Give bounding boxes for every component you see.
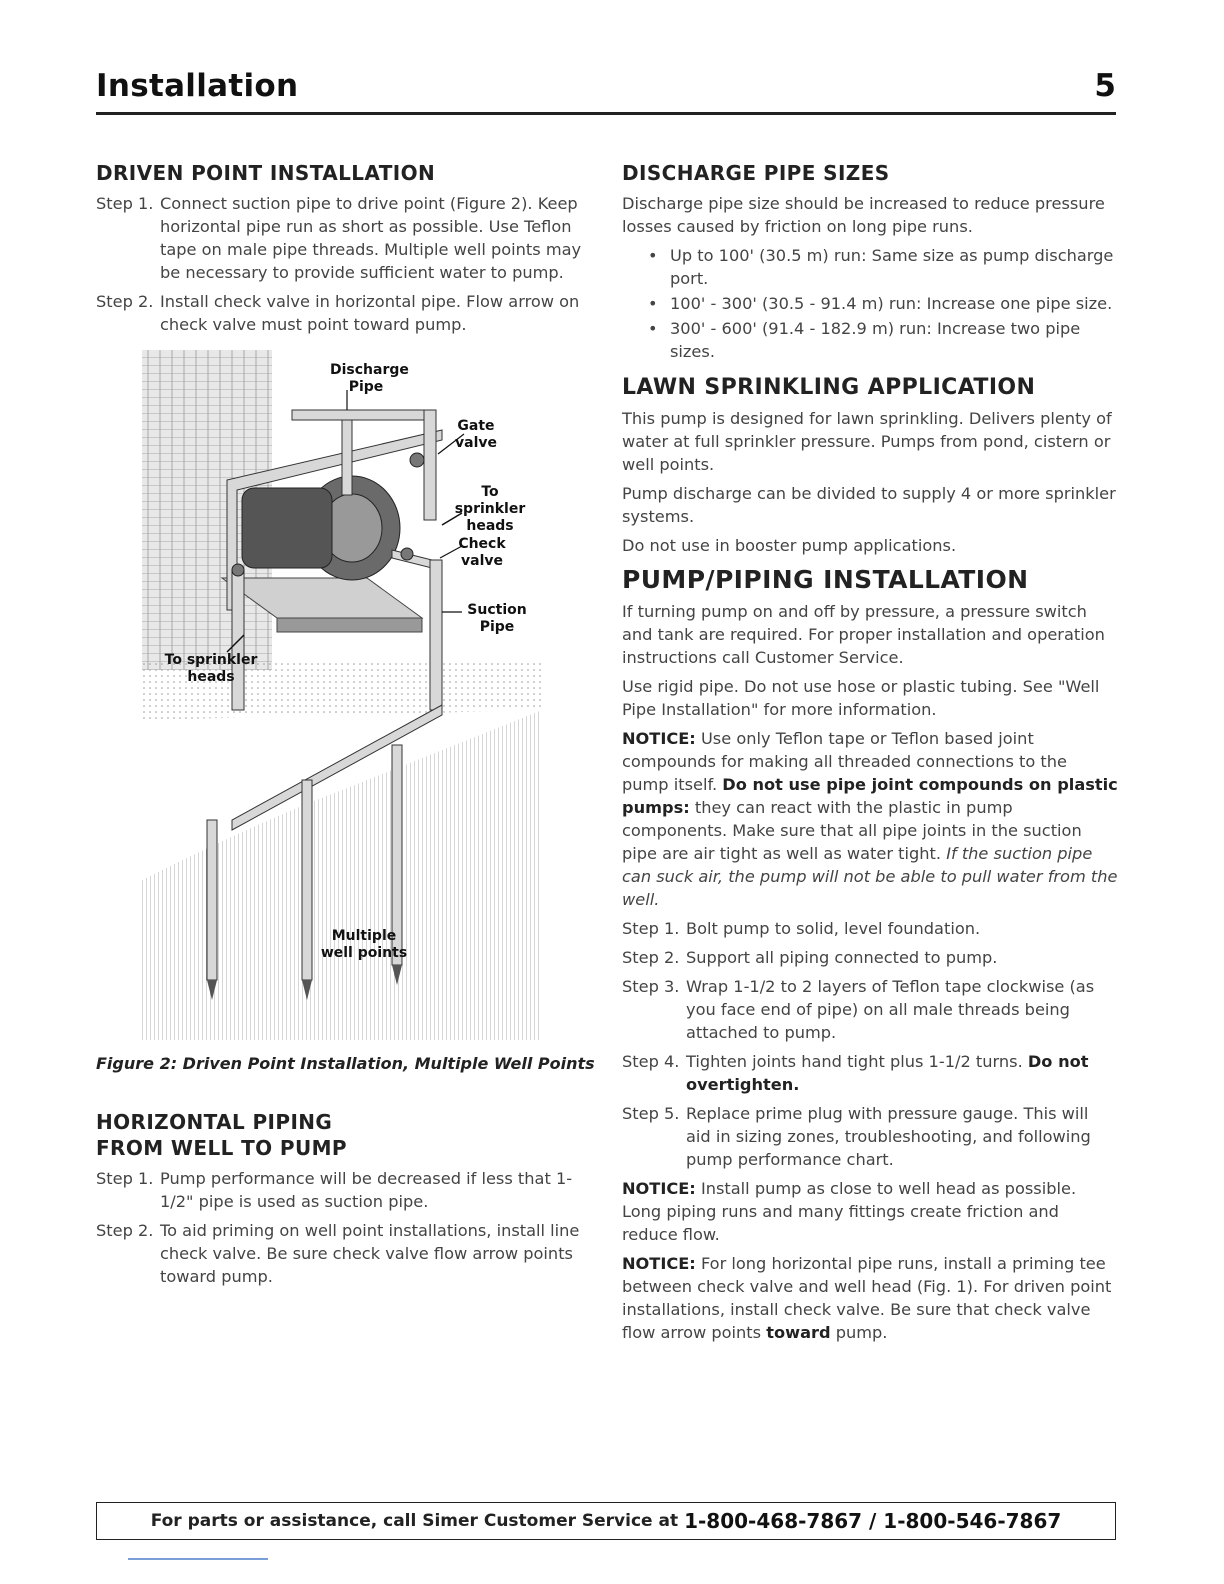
list-item-text: 300' - 600' (91.4 - 182.9 m) run: Increase two pipe sizes.: [670, 319, 1081, 361]
step-item: [622, 946, 1118, 969]
label-check-valve: Check valve: [458, 536, 506, 569]
discharge-sizes-intro: Discharge pipe size should be increased to reduce pressure losses caused by friction on long pipe runs.: [622, 194, 1105, 236]
notice-italic: If the suction pipe can suck air, the pump will not be able to pull water from the well.: [622, 844, 1118, 909]
list-item: • Up to 100' (30.5 m) run: Same size as pump discharge port.: [648, 246, 1114, 288]
bottom-decorative-line: [128, 1558, 268, 1560]
header-rule: [96, 112, 1116, 115]
paragraph: Pump discharge can be divided to supply 4 or more sprinkler systems.: [622, 484, 1116, 526]
notice-label: NOTICE:: [622, 1179, 696, 1198]
notice-text: For long horizontal pipe runs, install a priming tee between check valve and well head (Fig. 1). For driven point installations, install check valve. Be sure that check valve flow arrow points: [622, 1254, 1112, 1342]
label-discharge-pipe: Discharge Pipe: [330, 362, 409, 395]
step-item: [622, 1050, 1118, 1096]
list-item: • 300' - 600' (91.4 - 182.9 m) run: Increase two pipe sizes.: [648, 319, 1081, 361]
step-item: [622, 975, 1118, 1044]
list-item: • 100' - 300' (30.5 - 91.4 m) run: Increase one pipe size.: [648, 294, 1113, 313]
step-text: Wrap 1-1/2 to 2 layers of Teflon tape clockwise (as you face end of pipe) on all male threads being attached to pump.: [686, 977, 1095, 1042]
footer-text: For parts or assistance, call Simer Customer Service at: [150, 1511, 679, 1531]
left-column: [96, 160, 596, 1294]
well-point-pipe: [302, 780, 312, 980]
step-text-bold: Do not overtighten.: [686, 1052, 1089, 1094]
suction-pipe: [430, 560, 442, 710]
step-text: To aid priming on well point installations, install line check valve. Be sure check valve flow arrow points toward pump.: [160, 1221, 580, 1286]
step-item: [96, 290, 596, 336]
driven-point-heading: DRIVEN POINT INSTALLATION: [96, 161, 436, 185]
well-point-pipe: [207, 820, 217, 980]
paragraph: Use rigid pipe. Do not use hose or plastic tubing. See "Well Pipe Installation" for more information.: [622, 677, 1100, 719]
step-number: Step 2.: [96, 292, 154, 311]
step-item: [622, 1102, 1118, 1171]
notice-paragraph: [622, 727, 1118, 911]
notice-bold: toward: [766, 1323, 831, 1342]
step-text: [686, 1050, 1118, 1096]
right-column: [622, 160, 1118, 1350]
label-to-sprinkler-left: To sprinkler heads: [164, 652, 258, 685]
label-multiple-well-points: Multiple well points: [320, 928, 408, 961]
check-valve-icon: [401, 548, 413, 560]
notice-text: they can react with the plastic in pump components. Make sure that all pipe joints in the suction pipe are air tight as well as water tight.: [622, 798, 1082, 863]
list-item-text: 100' - 300' (30.5 - 91.4 m) run: Increase one pipe size.: [670, 294, 1113, 313]
notice-text: Install pump as close to well head as possible. Long piping runs and many fittings create friction and reduce flow.: [622, 1179, 1077, 1244]
footer-contact-box: [96, 1502, 1116, 1540]
page-title: Installation: [96, 68, 299, 104]
step-number: Step 1.: [96, 1169, 154, 1188]
gate-valve-icon: [410, 453, 424, 467]
step-item: [96, 1167, 596, 1213]
step-text: Pump performance will be decreased if less that 1-1/2" pipe is used as suction pipe.: [160, 1169, 573, 1211]
step-text: Connect suction pipe to drive point (Figure 2). Keep horizontal pipe run as short as possible. Use Teflon tape on male pipe threads. Multiple well points may be necessary to provide sufficient water to pump.: [160, 194, 582, 282]
paragraph: Do not use in booster pump applications.: [622, 536, 957, 555]
discharge-top-pipe: [292, 410, 432, 420]
step-text: Bolt pump to solid, level foundation.: [686, 919, 981, 938]
step-text: Support all piping connected to pump.: [686, 948, 998, 967]
step-item: [96, 192, 596, 284]
page-number: 5: [1094, 68, 1116, 104]
discharge-riser: [342, 410, 352, 495]
list-item-text: Up to 100' (30.5 m) run: Same size as pump discharge port.: [670, 246, 1114, 288]
step-number: Step 4.: [622, 1052, 680, 1071]
slab-edge: [277, 618, 422, 632]
notice-label: NOTICE:: [622, 1254, 696, 1273]
notice-label: NOTICE:: [622, 729, 696, 748]
label-gate-valve: Gate valve: [455, 418, 497, 451]
step-number: Step 2.: [96, 1221, 154, 1240]
notice-paragraph: [622, 1177, 1118, 1246]
discharge-sizes-heading: DISCHARGE PIPE SIZES: [622, 161, 890, 185]
step-number: Step 5.: [622, 1104, 680, 1123]
step-text-plain: Tighten joints hand tight plus 1-1/2 turns.: [686, 1052, 1023, 1071]
paragraph: If turning pump on and off by pressure, a pressure switch and tank are required. For proper installation and operation instructions call Customer Service.: [622, 602, 1105, 667]
horizontal-piping-heading: [96, 1109, 596, 1161]
notice-text: Use only Teflon tape or Teflon based joint compounds for making all threaded connections to the pump itself.: [622, 729, 1067, 794]
pump-motor: [242, 488, 332, 568]
gate-valve-pipe: [424, 410, 436, 520]
step-text: Replace prime plug with pressure gauge. This will aid in sizing zones, troubleshooting, and following pump performance chart.: [686, 1104, 1091, 1169]
notice-paragraph: [622, 1252, 1118, 1344]
paragraph: This pump is designed for lawn sprinkling. Delivers plenty of water at full sprinkler pressure. Pumps from pond, cistern or well points.: [622, 409, 1112, 474]
label-suction-pipe: Suction Pipe: [467, 602, 527, 635]
pump-piping-heading: PUMP/PIPING INSTALLATION: [622, 565, 1029, 594]
label-to-sprinkler-right: To sprinkler heads: [454, 484, 526, 534]
step-text: Install check valve in horizontal pipe. Flow arrow on check valve must point toward pump.: [160, 292, 580, 334]
footer-phone-numbers: 1-800-468-7867 / 1-800-546-7867: [684, 1509, 1062, 1533]
figure-caption: Figure 2: Driven Point Installation, Multiple Well Points: [96, 1054, 595, 1073]
step-number: Step 2.: [622, 948, 680, 967]
notice-text: pump.: [835, 1323, 888, 1342]
lawn-sprinkling-heading: LAWN SPRINKLING APPLICATION: [622, 375, 1036, 400]
discharge-sizes-list: [622, 244, 1118, 363]
heading-line: HORIZONTAL PIPING: [96, 1110, 333, 1134]
step-number: Step 1.: [96, 194, 154, 213]
step-number: Step 1.: [622, 919, 680, 938]
step-item: [622, 917, 1118, 940]
step-number: Step 3.: [622, 977, 680, 996]
figure-driven-point-illustration: [142, 350, 542, 1050]
notice-bold: Do not use pipe joint compounds on plastic pumps:: [622, 775, 1118, 817]
step-item: [96, 1219, 596, 1288]
heading-line: FROM WELL TO PUMP: [96, 1136, 347, 1160]
page-header: [96, 66, 1116, 112]
